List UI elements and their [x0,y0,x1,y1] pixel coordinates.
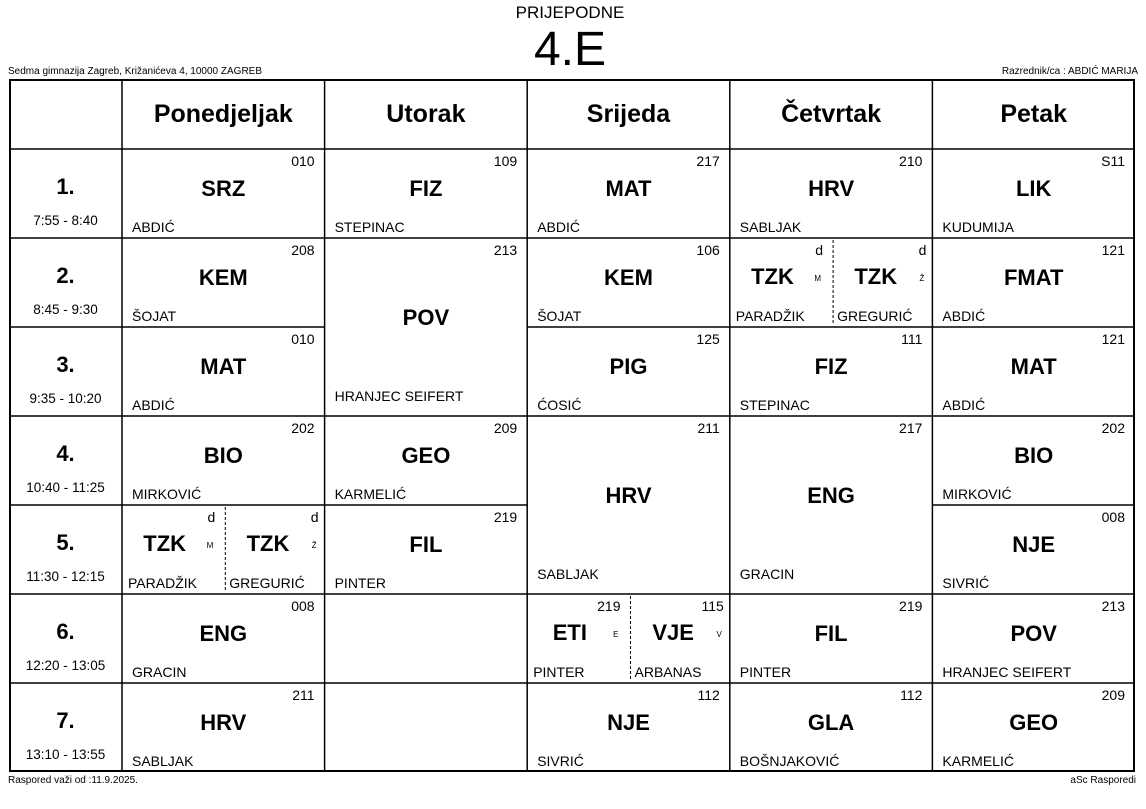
teacher-name: HRANJEC SEIFERT [942,664,1072,680]
teacher-name: MIRKOVIĆ [132,486,202,502]
room-number: 219 [597,598,621,614]
room-number: 209 [493,420,518,436]
teacher-name: SABLJAK [537,566,599,582]
lesson-cell [122,238,325,327]
subject: FIL [409,532,443,557]
room-number: 211 [292,687,315,703]
room-number: 112 [900,687,923,703]
teacher-name: SIVRIĆ [942,575,990,591]
lesson-cell [325,416,528,505]
lesson-cell [730,149,933,238]
subject: FMAT [1003,265,1064,290]
room-number: d [310,509,319,525]
subject: TZK [854,264,898,289]
subject: MAT [605,176,652,201]
subject: VJE [652,620,694,645]
teacher-name: PINTER [739,664,792,680]
lesson-cell [225,505,324,594]
teacher-name: GREGURIĆ [229,575,305,591]
subject: BIO [1014,443,1054,468]
room-number: d [815,242,824,258]
subject: BIO [203,443,243,468]
period-time: 11:30 - 12:15 [26,569,105,584]
room-number: 115 [701,598,724,614]
room-number: S11 [1101,153,1125,169]
room-number: 111 [901,331,923,347]
room-number: 008 [1101,509,1125,525]
subject: MAT [200,354,247,379]
teacher-name: ABDIĆ [132,397,175,413]
room-number: 211 [697,420,720,436]
room-number: 106 [696,242,720,258]
subject: KEM [198,265,248,290]
room-number: 209 [1101,687,1125,703]
lesson-cell [122,683,325,772]
lesson-cell [122,416,325,505]
subject: TZK [751,264,794,289]
room-number: 217 [696,153,720,169]
timetable-grid [9,79,1135,772]
room-number: 213 [1101,598,1125,614]
lesson-cell [527,327,730,416]
lesson-cell [325,238,528,416]
room-number: 213 [493,242,518,258]
day-header: Petak [1000,100,1068,128]
group-mark: V [716,630,722,639]
class-teacher: Razrednik/ca : ABDIĆ MARIJA [1001,66,1138,77]
group-mark: M [206,541,214,550]
lesson-cell [932,238,1135,327]
room-number: 219 [899,598,923,614]
subject: SRZ [201,176,246,201]
subject: TZK [143,531,187,556]
lesson-cell [527,238,730,327]
period-number: 4. [56,441,75,466]
lesson-cell [932,149,1135,238]
day-header: Četvrtak [781,100,882,128]
lesson-cell [122,594,325,683]
group-mark: E [613,630,619,639]
room-number: d [207,509,216,525]
subject: FIZ [409,176,443,201]
room-number: 219 [493,509,518,525]
lesson-cell [932,327,1135,416]
lesson-cell [730,238,829,327]
period-number: 7. [56,708,75,733]
subject: NJE [1012,532,1056,557]
room-number: 008 [291,598,315,614]
subject: ENG [199,621,248,646]
room-number: 010 [291,153,315,169]
subject: GEO [1009,710,1059,735]
day-header: Ponedjeljak [153,100,293,128]
room-number: 208 [291,242,315,258]
subject: ENG [807,483,855,508]
period-time: 12:20 - 13:05 [25,658,106,673]
subject: FIZ [814,354,848,379]
room-number: 121 [1101,331,1125,347]
room-number: 202 [291,420,315,436]
room-number: 121 [1101,242,1125,258]
subject: LIK [1015,176,1052,201]
teacher-name: ABDIĆ [942,397,986,413]
teacher-name: KUDUMIJA [942,219,1014,235]
lesson-cell [932,505,1135,594]
room-number: d [918,242,927,258]
subject: MAT [1010,354,1057,379]
lesson-cell [527,149,730,238]
class-title: 4.E [533,23,607,76]
subject: GEO [401,443,451,468]
lesson-cell [527,594,626,683]
teacher-name: GRACIN [132,664,187,680]
teacher-name: ABDIĆ [942,308,986,324]
room-number: 010 [291,331,315,347]
period-number: 2. [56,263,75,288]
group-mark: M [814,274,822,283]
lesson-cell [730,327,933,416]
teacher-name: ABDIĆ [132,219,175,235]
day-header: Srijeda [586,100,671,128]
school-name: Sedma gimnazija Zagreb, Križanićeva 4, 10000 ZAGREB [8,66,263,77]
subject: POV [1010,621,1057,646]
lesson-cell [325,505,528,594]
subject: KEM [604,265,653,290]
teacher-name: MIRKOVIĆ [942,486,1012,502]
subject: ETI [552,620,587,645]
shift-label: PRIJEPODNE [515,3,625,22]
lesson-cell [325,149,528,238]
teacher-name: ABDIĆ [537,219,580,235]
teacher-name: SABLJAK [739,219,802,235]
lesson-cell [932,683,1135,772]
teacher-name: KARMELIĆ [334,486,407,502]
period-time: 8:45 - 9:30 [33,302,98,317]
lesson-cell [932,416,1135,505]
room-number: 125 [696,331,720,347]
teacher-name: GRACIN [739,566,795,582]
subject: FIL [814,621,848,646]
teacher-name: ARBANAS [634,664,702,680]
room-number: 109 [493,153,518,169]
period-number: 3. [56,352,75,377]
subject: GLA [807,710,855,735]
period-time: 10:40 - 11:25 [26,480,105,495]
teacher-name: SABLJAK [132,753,194,769]
subject: HRV [200,710,247,735]
lesson-cell [730,683,933,772]
subject: HRV [808,176,855,201]
lesson-cell [730,416,933,594]
lesson-cell [527,683,730,772]
group-mark: Ž [919,274,925,283]
period-time: 9:35 - 10:20 [29,391,102,406]
period-time: 7:55 - 8:40 [33,213,98,228]
teacher-name: STEPINAC [334,219,405,235]
teacher-name: ŠOJAT [132,308,177,324]
room-number: 112 [697,687,720,703]
subject: HRV [605,483,652,508]
teacher-name: KARMELIĆ [942,753,1014,769]
teacher-name: SIVRIĆ [537,753,584,769]
lesson-cell [122,505,221,594]
room-number: 217 [899,420,923,436]
lesson-cell [122,327,325,416]
lesson-cell [932,594,1135,683]
teacher-name: PINTER [533,664,585,680]
room-number: 210 [899,153,923,169]
software-credit: aSc Rasporedi [1070,775,1136,786]
subject: PIG [609,354,648,379]
period-time: 13:10 - 13:55 [25,747,106,762]
day-header: Utorak [386,100,466,128]
teacher-name: PINTER [334,575,386,591]
teacher-name: ŠOJAT [537,308,582,324]
group-mark: Ž [311,541,317,550]
teacher-name: PARADŽIK [735,308,805,324]
lesson-cell [527,416,730,594]
period-number: 5. [56,530,75,555]
subject: POV [402,305,450,330]
room-number: 202 [1101,420,1125,436]
lesson-cell [122,149,325,238]
lesson-cell [833,238,932,327]
teacher-name: PARADŽIK [128,575,197,591]
valid-from: Raspored važi od :11.9.2025. [8,775,138,786]
teacher-name: ĆOSIĆ [537,397,582,413]
teacher-name: BOŠNJAKOVIĆ [739,753,840,769]
period-number: 1. [56,174,75,199]
lesson-cell [631,594,730,683]
lesson-cell [730,594,933,683]
period-number: 6. [56,619,75,644]
teacher-name: HRANJEC SEIFERT [334,388,464,404]
subject: NJE [607,710,650,735]
teacher-name: GREGURIĆ [837,308,913,324]
teacher-name: STEPINAC [739,397,810,413]
subject: TZK [246,531,290,556]
